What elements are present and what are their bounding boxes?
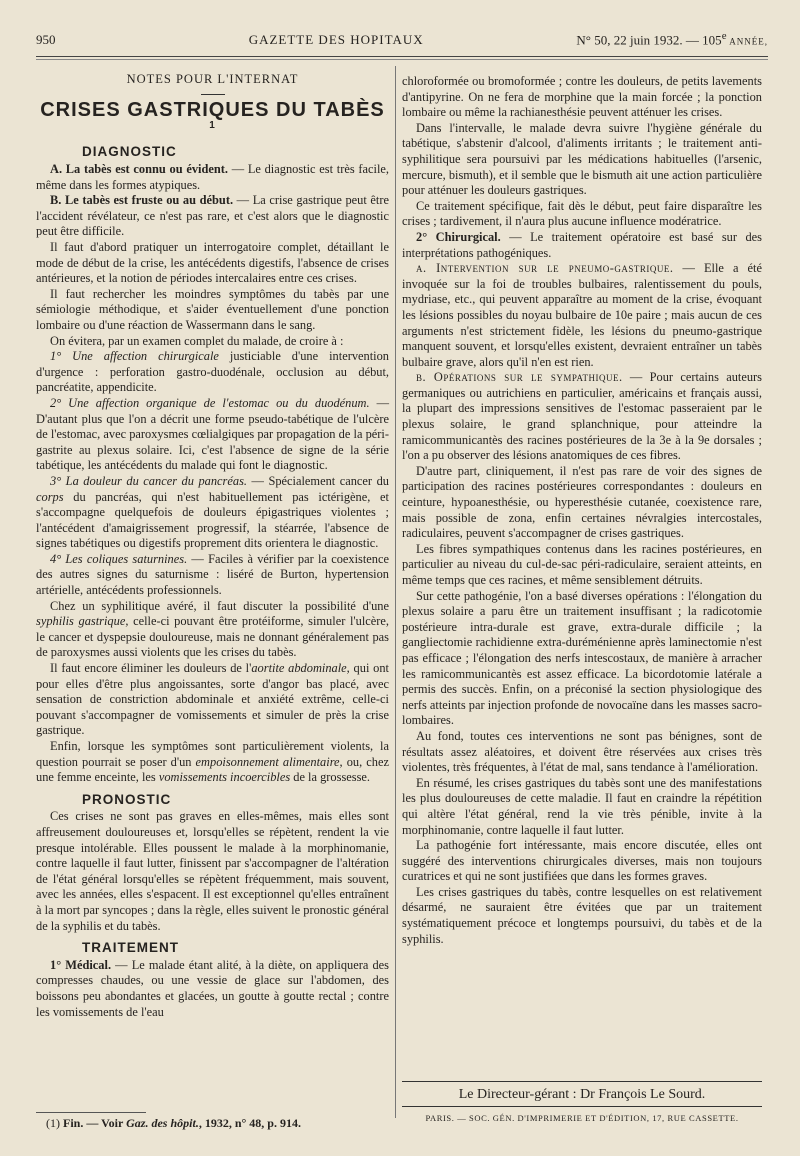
- colophon-rule: [402, 1081, 762, 1082]
- paragraph: Sur cette pathogénie, l'on a basé diverses opérations : l'élongation du plexus solaire a paru être un traitement insuffisant ; la radicotomie postérieure intra-durale est grave, extra-durale difficile ; la gangliectomie rachidienne extra-duréménienne après laminectomie n'est pas efficace ; l'élongation des nerfs intescostaux, de manière à arracher les ramicommunicantès est assez efficace. La bicordotomie latérale a permis des succès. Enfin, on a préconisé la section physiologique des nerfs atteints par injection profonde de novocaïne dans les masses sacro-lombaires.: [402, 588, 762, 728]
- section-kicker: NOTES POUR L'INTERNAT: [126, 72, 299, 86]
- left-column: [36, 68, 389, 1020]
- journal-title: GAZETTE DES HOPITAUX: [248, 32, 424, 48]
- printer-line: PARIS. — SOC. GÉN. D'IMPRIMERIE ET D'ÉDITION, 17, RUE CASSETTE.: [425, 1113, 739, 1123]
- list-item: 3° La douleur du cancer du pancréas. — Spécialement cancer du corps du pancréas, qui n'est habituellement pas ictérigène, et s'accompagne quelquefois de douleurs épigastriques violentes ; l'antécédent d'amaigrissement progressif, la stéarrée, l'absence de signes tabétiques ou digestifs proprement dits orientera le diagnostic.: [36, 473, 389, 551]
- paragraph: 1° Médical. — Le malade étant alité, à la diète, on appliquera des compresses chaudes, ou une vessie de glace sur l'abdomen, des boissons peu abondantes et glacées, un goutte à goutte rectal ; contre les vomissements de l'eau: [36, 957, 389, 1019]
- paragraph: En résumé, les crises gastriques du tabès sont une des manifestations les plus douloureuses de cette maladie. Il faut en craindre la répétition qui altère l'état général, rend la vie très pénible, invite à la morphinomanie, contre laquelle il faut lutter.: [402, 775, 762, 837]
- paragraph: 2° Chirurgical. — Le traitement opératoire est basé sur des interprétations pathogéniques.: [402, 229, 763, 260]
- heading-traitement: TRAITEMENT: [82, 940, 179, 956]
- page-number: 950: [36, 32, 56, 48]
- column-divider: [395, 66, 396, 1118]
- header-rule: [36, 56, 768, 57]
- list-item: 1° Une affection chirurgicale justiciable d'une intervention d'urgence : perforation gastro-duodénale, occlusion au début, pancréatite, appendicite.: [36, 349, 389, 395]
- list-item: 2° Une affection organique de l'estomac ou du duodénum. — D'autant plus que l'on a décrit une forme pseudo-tabétique de l'ulcère de l'estomac, avec paroxysmes cœlialgiques par propagation de la péri-gastrite au plexus solaire. Ici, c'est l'absence de signe de la série tabétique, les antécédents du malade qui font le diagnostic.: [36, 395, 389, 473]
- paragraph: Au fond, toutes ces interventions ne sont pas bénignes, sont de résultats assez aléatoires, et doivent être réservées aux crises très violentes, très fréquentes, à l'état de mal, sans tendance à l'amélioration.: [402, 728, 762, 775]
- header-rule-thin: [36, 59, 768, 60]
- director-line: Le Directeur-gérant : Dr François Le Sourd.: [458, 1087, 706, 1102]
- paragraph: Il faut rechercher les moindres symptômes du tabès par une sémiologie méthodique, et s'aider éventuellement d'une ponction lombaire ou d'une réaction de Wassermann dans le sang.: [36, 286, 389, 332]
- paragraph: Ces crises ne sont pas graves en elles-mêmes, mais elles sont affreusement douloureuses et, lorsqu'elles se répètent, rendent la vie presque intolérable. Elles poussent le malade à la morphinomanie, contre laquelle il faut lutter, finissent par s'accompagner de l'altération de l'état général lorsqu'elles se répètent fréquemment, mais souvent, avec les années, elles s'espacent. Il est exceptionnel qu'elles entraînent à la mort par syncopes ; dans la règle, elles suivent le pronostic général de la syphilis et du tabès.: [36, 809, 389, 933]
- footnote: (1) Fin. — Voir Gaz. des hôpit., 1932, n° 48, p. 914.: [46, 1116, 301, 1130]
- kicker-rule: [201, 94, 225, 95]
- paragraph: Enfin, lorsque les symptômes sont particulièrement violents, la question pourrait se poser d'un empoisonnement alimentaire, ou, chez une femme enceinte, les vomissements incoercibles de la grossesse.: [36, 739, 389, 785]
- paragraph: Dans l'intervalle, le malade devra suivre l'hygiène générale du tabétique, s'abstenir d'alcool, d'aliments irritants ; le traitement anti-syphilitique sera poursuivi par les médications habituelles (l'arsenic, mercure, bismuth), et il semble que le bismuth ait une action particulière pour atténuer les douleurs gastriques.: [402, 120, 762, 198]
- paragraph: Il faut encore éliminer les douleurs de l'aortite abdominale, qui ont pour elles d'être plus angoissantes, sorte d'angor bas placé, avec sensation de constriction abdominale et anxiété extrême, celle-ci pouvant s'accompagner de vomissements et simuler de près la crise gastrique.: [36, 661, 389, 738]
- paragraph: Il faut d'abord pratiquer un interrogatoire complet, détaillant le mode de début de la crise, les antécédents digestifs, l'absence de crises antérieures, et la notion de périodes intercalaires entre ces crises.: [36, 240, 389, 286]
- footnote-rule: [36, 1112, 146, 1113]
- paragraph: chloroformée ou bromoformée ; contre les douleurs, de petits lavements d'antipyrine. On ne fera de morphine que la main forcée ; la ponction lombaire ou même la rachianesthésie peuvent atténuer les crises.: [402, 74, 762, 120]
- right-column: [402, 74, 762, 947]
- colophon-rule-thin: [402, 1106, 762, 1107]
- paragraph: La pathogénie fort intéressante, mais encore discutée, elles ont suggéré des interventions chirurgicales diverses, mais non toujours curatrices et qui ne sont justifiées que dans les formes graves.: [402, 838, 762, 884]
- running-header: [36, 30, 768, 54]
- article-title: CRISES GASTRIQUES DU TABÈS $^1$: [40, 98, 385, 132]
- paragraph: Les fibres sympathiques contenus dans les racines postérieures, en particulier au niveau du cul-de-sac péri-radiculaire, seraient atteints, en même temps que ces racines, et même sensiblement détruits.: [402, 541, 762, 587]
- issue-line: N° 50, 22 juin 1932. — 105e ANNÉE,: [576, 30, 768, 48]
- paragraph: Les crises gastriques du tabès, contre lesquelles on est relativement désarmé, ne sauraient être évitées que par un traitement systématiquement précoce et longtemps poursuivi, du tabès et de la syphilis.: [402, 884, 762, 946]
- list-item: 4° Les coliques saturnines. — Faciles à vérifier par la coexistence des autres signes du saturnisme : liséré de Burton, hypertension artérielle, antécédents professionnels.: [36, 551, 389, 598]
- paragraph: Chez un syphilitique avéré, il faut discuter la possibilité d'une syphilis gastrique, celle-ci pouvant être protéiforme, simuler l'ulcère, le cancer et dyspepsie douloureuse, mais ne donnant généralement pas de paroxysmes aussi violents que les crises du tabès.: [36, 598, 389, 660]
- paragraph: On évitera, par un examen complet du malade, de croire à :: [50, 333, 344, 348]
- heading-pronostic: PRONOSTIC: [82, 791, 172, 807]
- paragraph: D'autre part, cliniquement, il n'est pas rare de voir des signes de participation des racines postérieures correspondantes : douleurs en ceinture, hypoanesthésie, ou hyperesthésie cutanée, coexistence rare, mais possible de zona, enfin certaines névralgies intercostales, radiculaires, peuvent s'accompagner de crises gastriques.: [402, 463, 762, 541]
- paragraph: A. La tabès est connu ou évident. — Le diagnostic est très facile, même dans les formes atypiques.: [36, 162, 389, 192]
- paragraph: a. Intervention sur le pneumo-gastrique. — Elle a été invoquée sur la foi de troubles bulbaires, ralentissement du pouls, mydriase, etc., qui peuvent apparaître au moment de la crise, évoquant les lésions possibles du noyau bulbaire de 10e paire ; mais aucun de ces arguments n'est strictement fidèle, les lésions du pneumo-gastrique manquent souvent, et lorsqu'elles existent, devraient entraîner un tabès bulbaire grave, alors qu'il n'en est rien.: [402, 261, 762, 369]
- paragraph: B. Le tabès est fruste ou au début. — La crise gastrique peut être l'accident révélateur, ce n'est pas rare, et c'est alors que le diagnostic peut être difficile.: [36, 193, 389, 239]
- paragraph: Ce traitement spécifique, fait dès le début, peut faire disparaître les crises ; tardivement, il n'aura plus aucune influence modératrice.: [402, 198, 762, 229]
- paragraph: b. Opérations sur le sympathique. — Pour certains auteurs germaniques ou autrichiens en particulier, américains et français aussi, la plupart des impressions sensitives de l'estomac passeraient par le plexus solaire, le grand splanchnique, pour atteindre la ramicommunicantès des racines postérieures de la 3e à la 9e dorsales ; l'on a pu observer des lésions anatomiques de ces fibres.: [402, 370, 762, 463]
- heading-diagnostic: DIAGNOSTIC: [82, 144, 177, 160]
